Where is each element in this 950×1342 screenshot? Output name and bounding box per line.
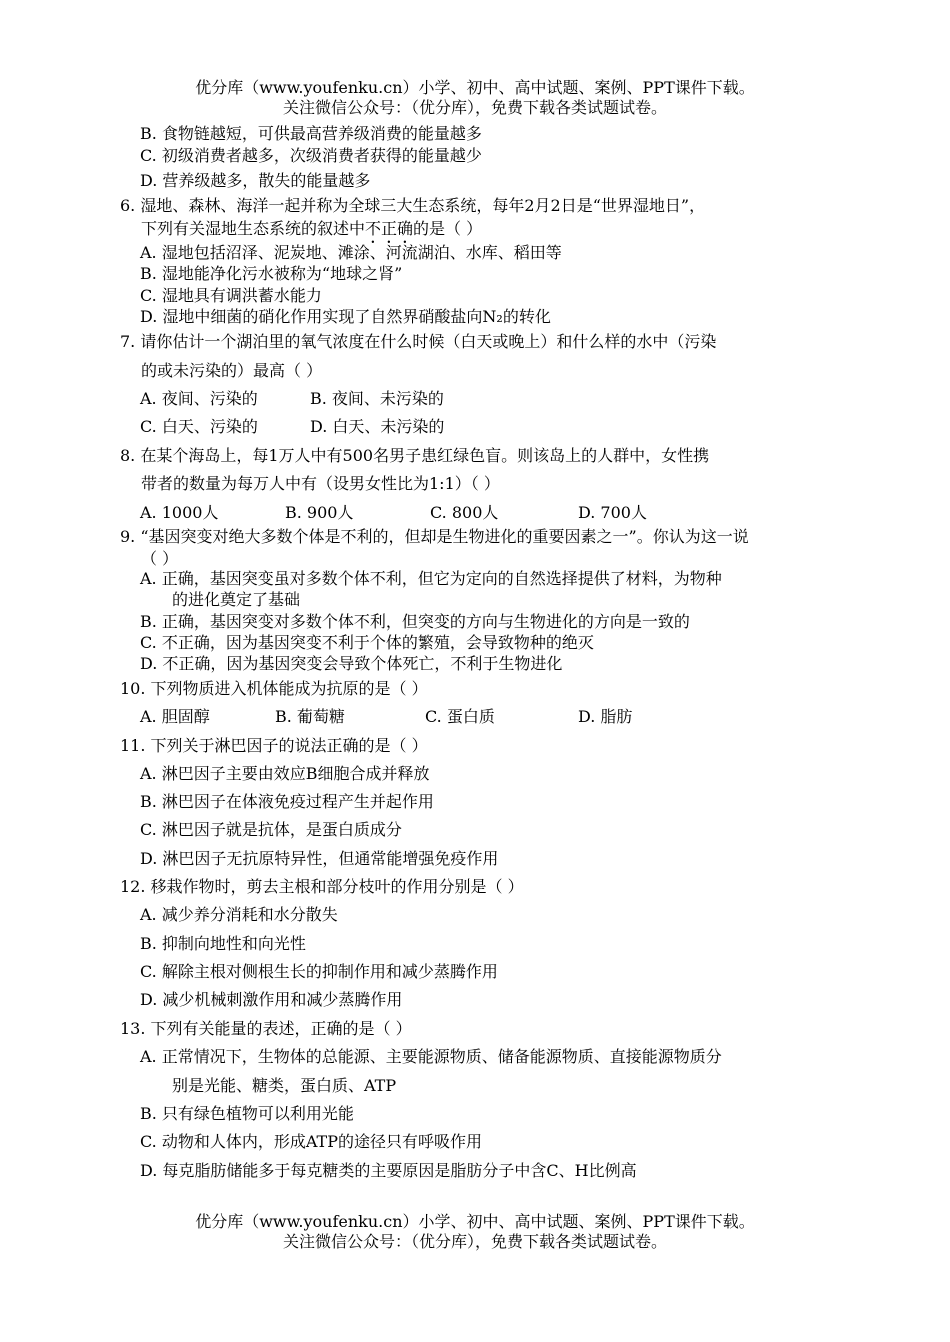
q6-option-a: A. 湿地包括沼泽、泥炭地、滩涂、河流湖泊、水库、稻田等 bbox=[140, 243, 562, 262]
q7-options-row-1 bbox=[140, 388, 444, 410]
q10-option-d: D. 脂肪 bbox=[578, 707, 633, 726]
q10-option-a: A. 胆固醇 bbox=[140, 707, 210, 726]
q10-option-c: C. 蛋白质 bbox=[425, 707, 495, 726]
q7-stem-line-2: 的或未污染的）最高（ ） bbox=[141, 361, 323, 380]
q13-option-d: D. 每克脂肪储能多于每克糖类的主要原因是脂肪分子中含C、H比例高 bbox=[140, 1161, 637, 1180]
page-footer-line-2: 关注微信公众号：（优分库），免费下载各类试题试卷。 bbox=[282, 1232, 667, 1251]
q12-option-b: B. 抑制向地性和向光性 bbox=[140, 934, 306, 953]
q9-option-c: C. 不正确，因为基因突变不利于个体的繁殖，会导致物种的绝灭 bbox=[140, 633, 594, 652]
q8-options-row bbox=[140, 502, 647, 524]
page-header-line-1: 优分库（www.youfenku.cn）小学、初中、高中试题、案例、PPT课件下载。 bbox=[195, 78, 755, 97]
q8-option-b: B. 900人 bbox=[285, 503, 354, 522]
q11-option-a: A. 淋巴因子主要由效应B细胞合成并释放 bbox=[140, 764, 430, 783]
q5-option-c: C. 初级消费者越多，次级消费者获得的能量越少 bbox=[140, 146, 482, 165]
q7-option-a: A. 夜间、污染的 bbox=[140, 389, 258, 408]
q9-stem-line-2: （ ） bbox=[141, 549, 179, 568]
q13-option-a-line-2: 别是光能、糖类，蛋白质、ATP bbox=[172, 1076, 397, 1095]
q8-option-d: D. 700人 bbox=[578, 503, 647, 522]
q6-stem-line-1: 6. 湿地、森林、海洋一起并称为全球三大生态系统，每年2月2日是“世界湿地日”， bbox=[120, 196, 706, 215]
q9-option-a-line-2: 的进化奠定了基础 bbox=[172, 590, 301, 609]
q10-stem: 10. 下列物质进入机体能成为抗原的是（ ） bbox=[120, 679, 428, 698]
page-footer-line-1: 优分库（www.youfenku.cn）小学、初中、高中试题、案例、PPT课件下载。 bbox=[195, 1212, 755, 1231]
q6-option-b: B. 湿地能净化污水被称为“地球之肾” bbox=[140, 264, 403, 283]
q11-option-b: B. 淋巴因子在体液免疫过程产生并起作用 bbox=[140, 792, 434, 811]
q6-option-c: C. 湿地具有调洪蓄水能力 bbox=[140, 286, 322, 305]
q12-stem: 12. 移栽作物时，剪去主根和部分枝叶的作用分别是（ ） bbox=[120, 877, 524, 896]
q10-option-b: B. 葡萄糖 bbox=[275, 707, 345, 726]
q5-option-b: B. 食物链越短，可供最高营养级消费的能量越多 bbox=[140, 124, 482, 143]
q6-stem-text-a: 下列有关湿地生态系统的叙述中 bbox=[141, 219, 366, 238]
q5-option-d: D. 营养级越多，散失的能量越多 bbox=[140, 171, 371, 190]
q9-stem-line-1: 9. “基因突变对绝大多数个体是不利的，但却是生物进化的重要因素之一”。你认为这一说 bbox=[120, 527, 749, 546]
q13-option-b: B. 只有绿色植物可以利用光能 bbox=[140, 1104, 354, 1123]
q11-option-c: C. 淋巴因子就是抗体，是蛋白质成分 bbox=[140, 820, 402, 839]
q8-stem-line-2: 带者的数量为每万人中有（设男女性比为1:1）（ ） bbox=[141, 474, 500, 493]
q11-stem: 11. 下列关于淋巴因子的说法正确的是（ ） bbox=[120, 736, 428, 755]
q9-option-b: B. 正确，基因突变对多数个体不利，但突变的方向与生物进化的方向是一致的 bbox=[140, 612, 690, 631]
q7-stem-line-1: 7. 请你估计一个湖泊里的氧气浓度在什么时候（白天或晚上）和什么样的水中（污染 bbox=[120, 332, 717, 351]
q9-option-d: D. 不正确，因为基因突变会导致个体死亡，不利于生物进化 bbox=[140, 654, 563, 673]
q8-option-a: A. 1000人 bbox=[140, 503, 219, 522]
q13-option-a-line-1: A. 正常情况下，生物体的总能源、主要能源物质、储备能源物质、直接能源物质分 bbox=[140, 1047, 722, 1066]
page-header-line-2: 关注微信公众号：（优分库），免费下载各类试题试卷。 bbox=[282, 98, 667, 117]
q13-option-c: C. 动物和人体内，形成ATP的途径只有呼吸作用 bbox=[140, 1132, 482, 1151]
q7-option-d: D. 白天、未污染的 bbox=[310, 417, 445, 436]
q6-stem-emphasis: 不正确 bbox=[365, 219, 414, 238]
q7-option-c: C. 白天、污染的 bbox=[140, 417, 258, 436]
q8-option-c: C. 800人 bbox=[430, 503, 499, 522]
q13-stem: 13. 下列有关能量的表述，正确的是（ ） bbox=[120, 1019, 412, 1038]
q12-option-d: D. 减少机械刺激作用和减少蒸腾作用 bbox=[140, 990, 403, 1009]
q7-option-b: B. 夜间、未污染的 bbox=[310, 389, 444, 408]
q6-stem-text-c: 的是（ ） bbox=[413, 219, 483, 238]
q12-option-c: C. 解除主根对侧根生长的抑制作用和减少蒸腾作用 bbox=[140, 962, 498, 981]
q12-option-a: A. 减少养分消耗和水分散失 bbox=[140, 905, 338, 924]
q10-options-row bbox=[140, 706, 632, 728]
q6-option-d: D. 湿地中细菌的硝化作用实现了自然界硝酸盐向N₂的转化 bbox=[140, 307, 551, 326]
q8-stem-line-1: 8. 在某个海岛上，每1万人中有500名男子患红绿色盲。则该岛上的人群中，女性携 bbox=[120, 446, 710, 465]
q6-stem-line-2 bbox=[141, 218, 482, 240]
q9-option-a-line-1: A. 正确，基因突变虽对多数个体不利，但它为定向的自然选择提供了材料，为物种 bbox=[140, 569, 722, 588]
q7-options-row-2 bbox=[140, 416, 444, 438]
q11-option-d: D. 淋巴因子无抗原特异性，但通常能增强免疫作用 bbox=[140, 849, 499, 868]
